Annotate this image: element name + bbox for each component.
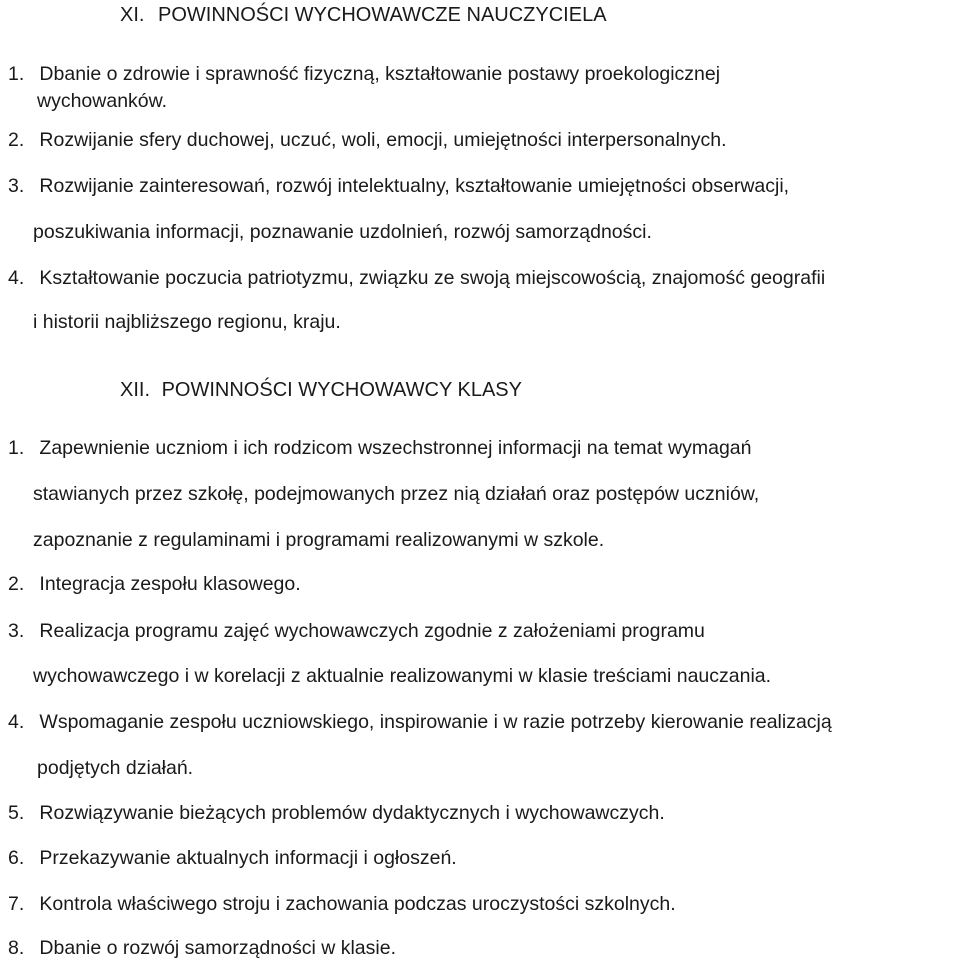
list-item-number: 4. — [8, 711, 25, 733]
list-item-number: 4. — [8, 267, 25, 289]
list-item-number: 2. — [8, 573, 25, 595]
list-item-number: 8. — [8, 937, 25, 959]
list-item-text: Wspomaganie zespołu uczniowskiego, inspirowanie i w razie potrzeby kierowanie realizacją — [39, 711, 832, 733]
list-item-number: 5. — [8, 802, 25, 824]
list-item-continuation: stawianych przez szkołę, podejmowanych przez nią działań oraz postępów uczniów, — [33, 483, 760, 505]
section-xi-heading — [120, 3, 607, 27]
list-item — [8, 62, 720, 86]
list-item-text: Dbanie o zdrowie i sprawność fizyczną, kształtowanie postawy proekologicznej — [39, 63, 721, 85]
list-item-continuation: i historii najbliższego regionu, kraju. — [33, 311, 341, 333]
list-item-number: 6. — [8, 847, 25, 869]
list-item-number: 3. — [8, 620, 25, 642]
section-xii-heading-number: XII. — [120, 379, 151, 401]
list-item-text: Realizacja programu zajęć wychowawczych zgodnie z założeniami programu — [39, 620, 705, 642]
list-item — [8, 846, 457, 870]
list-item-text: Przekazywanie aktualnych informacji i ogłoszeń. — [39, 847, 457, 869]
list-item-continuation: zapoznanie z regulaminami i programami realizowanymi w szkole. — [33, 529, 605, 551]
list-item-continuation: poszukiwania informacji, poznawanie uzdolnień, rozwój samorządności. — [33, 221, 652, 243]
list-item — [8, 936, 396, 960]
list-item — [8, 892, 676, 916]
list-item-number: 1. — [8, 437, 25, 459]
list-item-continuation: wychowawczego i w korelacji z aktualnie realizowanymi w klasie treściami nauczania. — [33, 665, 772, 687]
list-item-text: Rozwiązywanie bieżących problemów dydaktycznych i wychowawczych. — [39, 802, 665, 824]
list-item-number: 2. — [8, 129, 25, 151]
list-item — [8, 174, 789, 198]
list-item-continuation: podjętych działań. — [37, 757, 194, 779]
section-xi-heading-text: POWINNOŚCI WYCHOWAWCZE NAUCZYCIELA — [158, 4, 607, 26]
list-item-number: 1. — [8, 63, 25, 85]
list-item-text: Kontrola właściwego stroju i zachowania podczas uroczystości szkolnych. — [39, 893, 676, 915]
list-item — [8, 128, 727, 152]
section-xii-heading — [120, 378, 522, 402]
list-item — [8, 572, 301, 596]
list-item-text: Dbanie o rozwój samorządności w klasie. — [39, 937, 396, 959]
list-item — [8, 436, 751, 460]
list-item — [8, 801, 665, 825]
list-item-text: Rozwijanie sfery duchowej, uczuć, woli, emocji, umiejętności interpersonalnych. — [39, 129, 727, 151]
list-item-text: Integracja zespołu klasowego. — [39, 573, 301, 595]
list-item-continuation: wychowanków. — [37, 90, 168, 112]
list-item-number: 7. — [8, 893, 25, 915]
list-item — [8, 710, 832, 734]
list-item-text: Zapewnienie uczniom i ich rodzicom wszechstronnej informacji na temat wymagań — [39, 437, 752, 459]
list-item — [8, 266, 825, 290]
list-item-text: Rozwijanie zainteresowań, rozwój intelektualny, kształtowanie umiejętności obserwacji, — [39, 175, 790, 197]
list-item-number: 3. — [8, 175, 25, 197]
list-item — [8, 619, 705, 643]
section-xii-heading-text: POWINNOŚCI WYCHOWAWCY KLASY — [161, 379, 522, 401]
list-item-text: Kształtowanie poczucia patriotyzmu, związku ze swoją miejscowością, znajomość geografii — [39, 267, 826, 289]
section-xi-heading-number: XI. — [120, 4, 145, 26]
